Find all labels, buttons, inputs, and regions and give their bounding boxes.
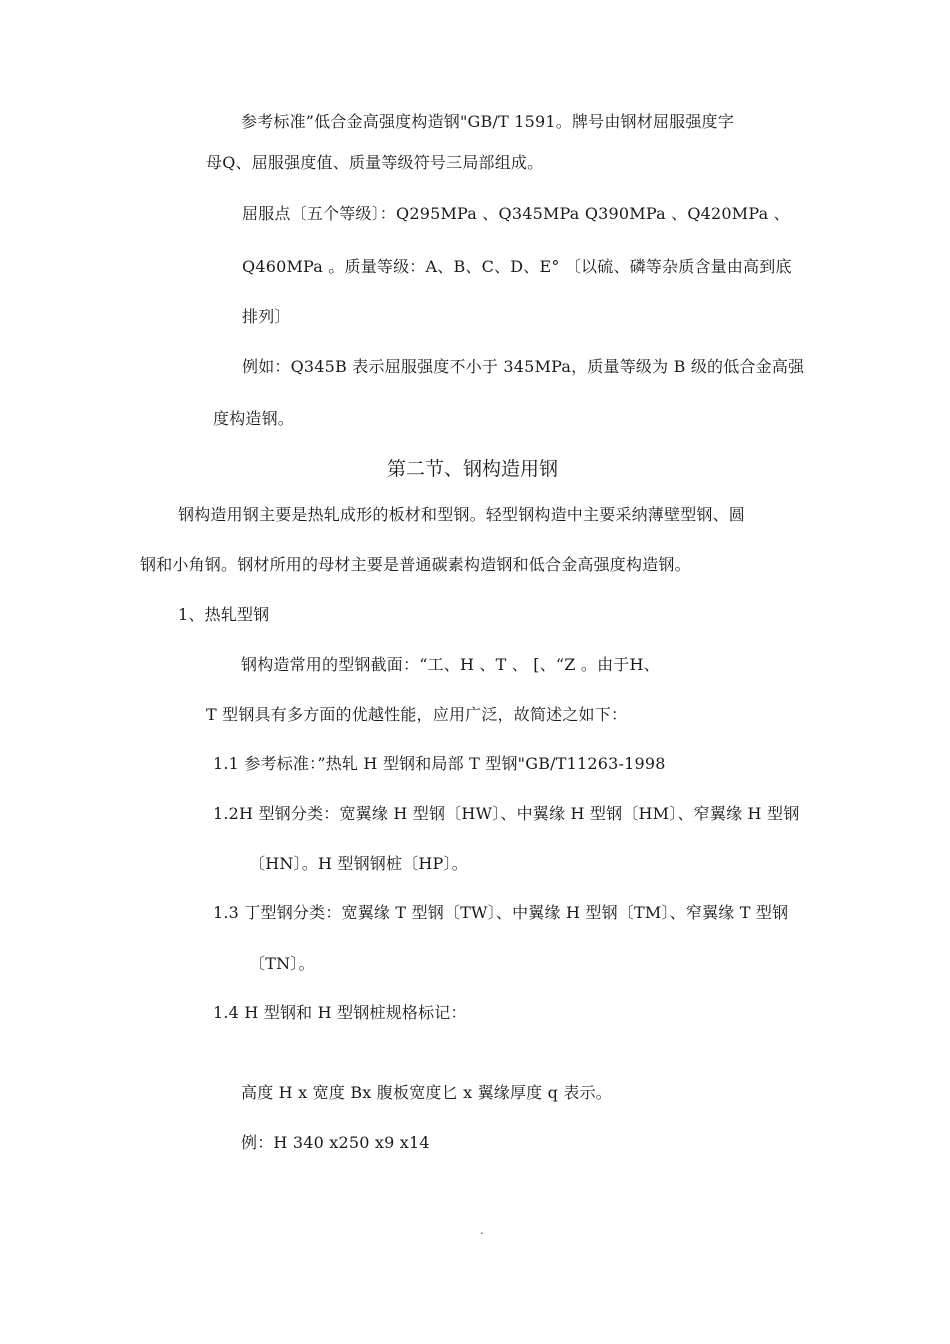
section-heading: 第二节、钢构造用钢	[387, 458, 559, 480]
list-item-continuation: 〔TN〕。	[249, 954, 315, 973]
page-footer-mark: .	[480, 1223, 484, 1237]
spec-line: 高度 H x 宽度 Bx 腹板宽度匕 x 翼缘厚度 q 表示。	[241, 1083, 612, 1102]
example-line: 例：H 340 x250 x9 x14	[241, 1133, 430, 1152]
paragraph-line: 排列〕	[242, 307, 291, 326]
subsection-heading: 1、热轧型钢	[178, 605, 270, 624]
paragraph-line: 钢和小角钢。钢材所用的母材主要是普通碳素构造钢和低合金高强度构造钢。	[140, 555, 691, 574]
paragraph-line: 钢构造常用的型钢截面：“工、H 、T 、 [、“Z 。由于H、	[241, 655, 660, 674]
list-item: 1.3 丁型钢分类：宽翼缘 T 型钢〔TW〕、中翼缘 H 型钢〔TM〕、窄翼缘 T 型钢	[213, 903, 789, 922]
paragraph-line: 参考标准”低合金高强度构造钢"GB/T 1591。牌号由钢材屈服强度字	[241, 112, 734, 131]
paragraph-line: Q460MPa 。质量等级：A、B、C、D、E° 〔以硫、磷等杂质含量由高到底	[242, 257, 792, 276]
paragraph-line: T 型钢具有多方面的优越性能，应用广泛，故简述之如下：	[206, 705, 628, 724]
list-item: 1.2H 型钢分类：宽翼缘 H 型钢〔HW〕、中翼缘 H 型钢〔HM〕、窄翼缘 H 型钢	[213, 804, 800, 823]
list-item: 1.4 H 型钢和 H 型钢桩规格标记：	[213, 1003, 467, 1022]
list-item: 1.1 参考标准：”热轧 H 型钢和局部 T 型钢"GB/T11263-1998	[213, 754, 666, 773]
paragraph-line: 钢构造用钢主要是热轧成形的板材和型钢。轻型钢构造中主要采纳薄壁型钢、圆	[178, 505, 746, 524]
paragraph-line: 屈服点〔五个等级〕：Q295MPa 、Q345MPa Q390MPa 、Q420MPa 、	[242, 204, 790, 223]
paragraph-line: 母Q、屈服强度值、质量等级符号三局部组成。	[206, 153, 544, 172]
paragraph-line: 例如：Q345B 表示屈服强度不小于 345MPa，质量等级为 B 级的低合金高强	[242, 357, 805, 376]
list-item-continuation: 〔HN〕。H 型钢钢桩〔HP〕。	[249, 854, 468, 873]
paragraph-line: 度构造钢。	[213, 409, 295, 428]
